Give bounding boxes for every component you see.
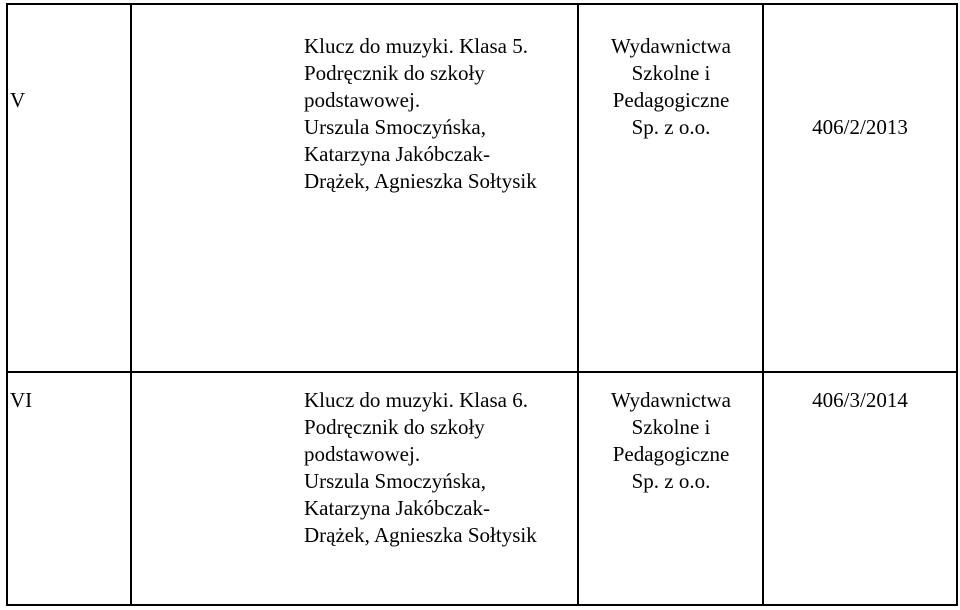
table-border-bottom	[6, 604, 958, 606]
table-border-left	[6, 3, 8, 606]
table-border-top	[6, 3, 958, 5]
textbook-description: Klucz do muzyki. Klasa 5. Podręcznik do szkoły podstawowej. Urszula Smoczyńska, Katarzyna Jakóbczak- Drążek, Agnieszka Sołtysik	[304, 34, 537, 193]
row-divider	[6, 371, 958, 373]
publisher-cell: Wydawnictwa Szkolne i Pedagogiczne Sp. z o.o.	[610, 34, 732, 139]
textbook-description: Klucz do muzyki. Klasa 6. Podręcznik do szkoły podstawowej. Urszula Smoczyńska, Katarzyna Jakóbczak- Drążek, Agnieszka Sołtysik	[304, 388, 537, 547]
publisher-cell: Wydawnictwa Szkolne i Pedagogiczne Sp. z o.o.	[610, 388, 732, 493]
table-border-right	[956, 3, 958, 606]
grade-cell: V	[10, 88, 26, 112]
column-divider	[762, 3, 764, 606]
approval-number-cell: 406/2/2013	[812, 115, 908, 139]
approval-number-cell: 406/3/2014	[812, 388, 908, 412]
column-divider	[130, 3, 132, 606]
grade-cell: VI	[10, 388, 33, 412]
column-divider	[577, 3, 579, 606]
